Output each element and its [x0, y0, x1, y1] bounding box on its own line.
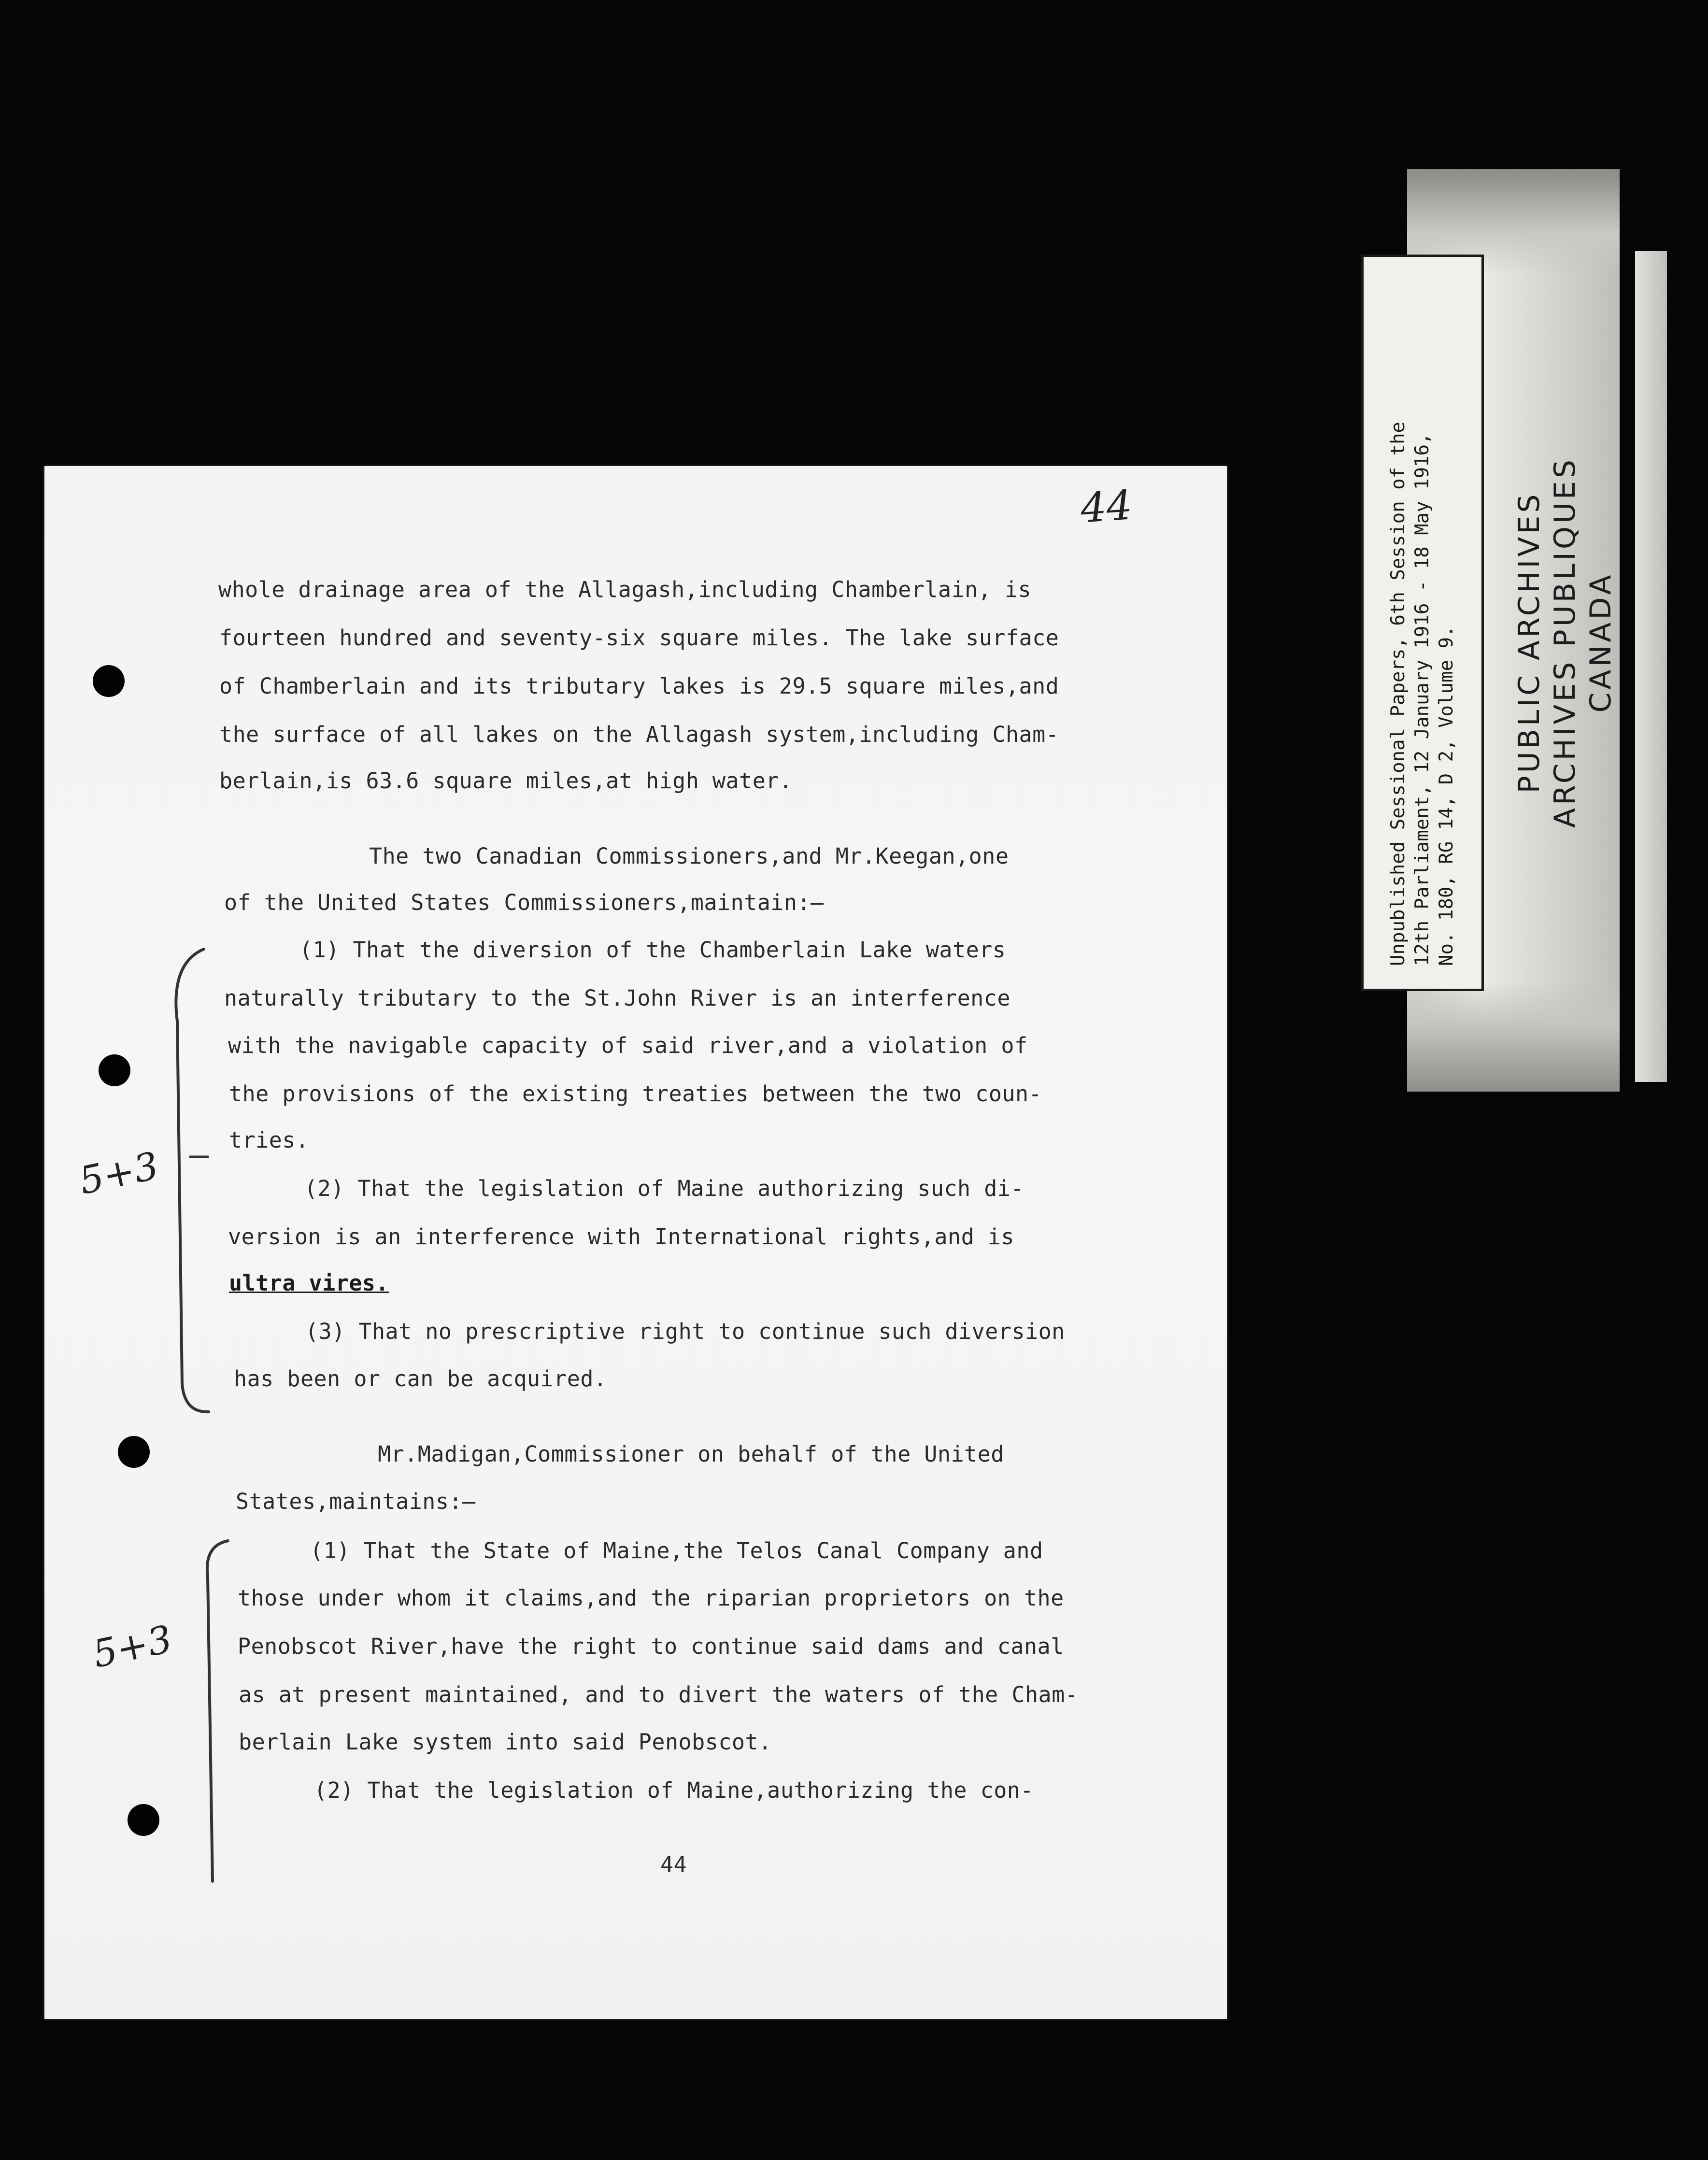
page-number: 44 [660, 1852, 687, 1877]
text-line: fourteen hundred and seventy-six square miles. The lake surface [219, 625, 1059, 651]
text-line: those under whom it claims,and the riparian proprietors on the [238, 1585, 1064, 1611]
handwritten-folio-number: 44 [1079, 481, 1134, 532]
archives-stamp-text [1511, 420, 1619, 865]
text-line-emphasis: ultra vires. [229, 1270, 389, 1296]
text-line: has been or can be acquired. [234, 1366, 607, 1392]
archive-label-line: Unpublished Sessional Papers, 6th Session of the [1387, 421, 1409, 966]
text-line: (1) That the State of Maine,the Telos Canal Company and [310, 1538, 1043, 1563]
text-line: naturally tributary to the St.John River is an interference [224, 985, 1011, 1011]
text-line: (2) That the legislation of Maine,authorizing the con- [314, 1777, 1034, 1803]
text-line: Penobscot River,have the right to continue said dams and canal [238, 1634, 1064, 1659]
text-line: whole drainage area of the Allagash,including Chamberlain, is [218, 577, 1032, 602]
text-line: (2) That the legislation of Maine authorizing such di- [304, 1176, 1024, 1201]
text-line: version is an interference with International rights,and is [228, 1224, 1014, 1250]
document-page [44, 466, 1227, 2019]
text-line: the surface of all lakes on the Allagash system,including Cham- [219, 722, 1059, 747]
stamp-line: CANADA [1584, 572, 1618, 713]
archives-stamp [1507, 406, 1623, 879]
text-line: with the navigable capacity of said river,and a violation of [228, 1033, 1028, 1058]
text-line: as at present maintained, and to divert the waters of the Cham- [239, 1682, 1079, 1707]
text-line: Mr.Madigan,Commissioner on behalf of the United [378, 1441, 1004, 1467]
text-line: (1) That the diversion of the Chamberlain Lake waters [299, 937, 1006, 963]
text-line: The two Canadian Commissioners,and Mr.Keegan,one [369, 843, 1009, 869]
text-line: States,maintains:— [236, 1489, 476, 1514]
archive-label-line: 12th Parliament, 12 January 1916 - 18 May 1916, [1411, 432, 1433, 966]
text-line: berlain,is 63.6 square miles,at high water. [219, 768, 793, 794]
stamp-line: PUBLIC ARCHIVES [1512, 491, 1546, 794]
text-line: berlain Lake system into said Penobscot. [239, 1729, 772, 1755]
archive-reference-label [1361, 255, 1484, 991]
tab-shadow-bottom [1407, 981, 1620, 1092]
text-line: tries. [229, 1127, 309, 1153]
text-line: (3) That no prescriptive right to continue such diversion [305, 1319, 1065, 1344]
text-line: of the United States Commissioners,maintain:— [224, 890, 824, 915]
text-line: of Chamberlain and its tributary lakes is 29.5 square miles,and [219, 673, 1059, 699]
archive-label-line: No. 180, RG 14, D 2, Volume 9. [1436, 625, 1457, 966]
text-line: the provisions of the existing treaties between the two coun- [229, 1081, 1042, 1107]
archive-tab-edge [1635, 251, 1667, 1082]
handwritten-margin-note: 5+3 [75, 1144, 163, 1204]
handwritten-margin-note: 5+3 [89, 1617, 176, 1677]
archive-reference-text [1386, 280, 1459, 966]
stamp-line: ARCHIVES PUBLIQUES [1548, 456, 1582, 828]
